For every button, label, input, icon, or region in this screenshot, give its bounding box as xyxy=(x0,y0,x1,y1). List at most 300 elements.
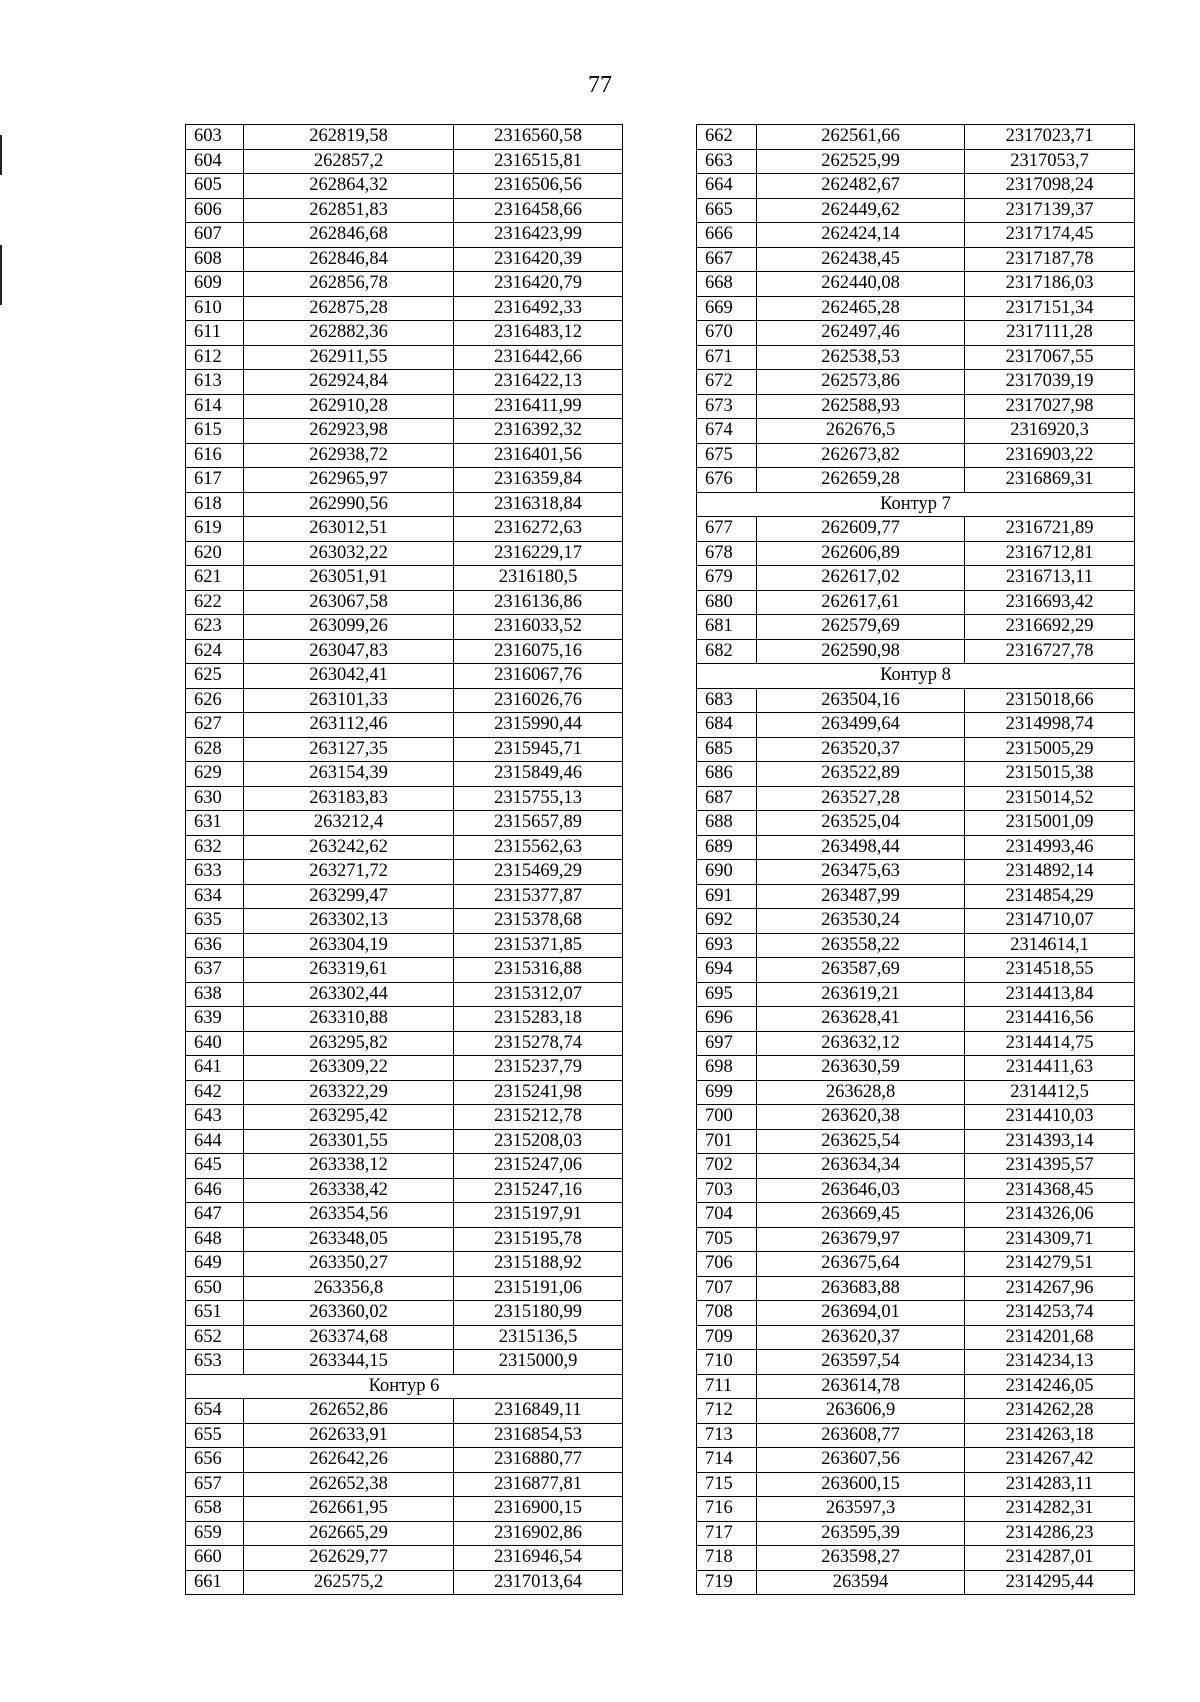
table-row xyxy=(186,149,623,174)
point-number: 640 xyxy=(186,1031,244,1056)
table-row xyxy=(186,1056,623,1081)
y-coordinate: 2314998,74 xyxy=(965,713,1135,738)
y-coordinate: 2314414,75 xyxy=(965,1031,1135,1056)
table-row xyxy=(186,933,623,958)
table-row xyxy=(697,835,1135,860)
table-row xyxy=(186,566,623,591)
y-coordinate: 2317174,45 xyxy=(965,223,1135,248)
contour-label: Контур 8 xyxy=(697,664,1135,689)
x-coordinate: 263675,64 xyxy=(757,1252,965,1277)
table-row xyxy=(186,811,623,836)
table-row xyxy=(186,1570,623,1595)
x-coordinate: 263319,61 xyxy=(244,958,454,983)
table-row xyxy=(186,198,623,223)
y-coordinate: 2317039,19 xyxy=(965,370,1135,395)
table-row xyxy=(186,468,623,493)
point-number: 707 xyxy=(697,1276,757,1301)
y-coordinate: 2316712,81 xyxy=(965,541,1135,566)
x-coordinate: 263628,8 xyxy=(757,1080,965,1105)
point-number: 672 xyxy=(697,370,757,395)
x-coordinate: 263530,24 xyxy=(757,909,965,934)
table-row xyxy=(697,443,1135,468)
table-row xyxy=(697,1129,1135,1154)
table-row xyxy=(697,786,1135,811)
x-coordinate: 263669,45 xyxy=(757,1203,965,1228)
point-number: 685 xyxy=(697,737,757,762)
point-number: 638 xyxy=(186,982,244,1007)
point-number: 613 xyxy=(186,370,244,395)
y-coordinate: 2316272,63 xyxy=(454,517,623,542)
x-coordinate: 262579,69 xyxy=(757,615,965,640)
y-coordinate: 2316420,79 xyxy=(454,272,623,297)
y-coordinate: 2315377,87 xyxy=(454,884,623,909)
x-coordinate: 262857,2 xyxy=(244,149,454,174)
x-coordinate: 263212,4 xyxy=(244,811,454,836)
point-number: 713 xyxy=(697,1423,757,1448)
x-coordinate: 263360,02 xyxy=(244,1301,454,1326)
x-coordinate: 263520,37 xyxy=(757,737,965,762)
y-coordinate: 2315371,85 xyxy=(454,933,623,958)
y-coordinate: 2314393,14 xyxy=(965,1129,1135,1154)
point-number: 621 xyxy=(186,566,244,591)
x-coordinate: 263047,83 xyxy=(244,639,454,664)
y-coordinate: 2316411,99 xyxy=(454,394,623,419)
y-coordinate: 2314279,51 xyxy=(965,1252,1135,1277)
y-coordinate: 2315136,5 xyxy=(454,1325,623,1350)
x-coordinate: 263242,62 xyxy=(244,835,454,860)
x-coordinate: 263032,22 xyxy=(244,541,454,566)
x-coordinate: 263600,15 xyxy=(757,1472,965,1497)
y-coordinate: 2317053,7 xyxy=(965,149,1135,174)
point-number: 678 xyxy=(697,541,757,566)
x-coordinate: 263614,78 xyxy=(757,1374,965,1399)
table-row xyxy=(186,1252,623,1277)
x-coordinate: 262864,32 xyxy=(244,174,454,199)
point-number: 684 xyxy=(697,713,757,738)
x-coordinate: 263558,22 xyxy=(757,933,965,958)
table-row xyxy=(186,296,623,321)
point-number: 629 xyxy=(186,762,244,787)
table-row xyxy=(697,1497,1135,1522)
x-coordinate: 262856,78 xyxy=(244,272,454,297)
y-coordinate: 2316880,77 xyxy=(454,1448,623,1473)
point-number: 679 xyxy=(697,566,757,591)
x-coordinate: 262673,82 xyxy=(757,443,965,468)
y-coordinate: 2316180,5 xyxy=(454,566,623,591)
x-coordinate: 263344,15 xyxy=(244,1350,454,1375)
x-coordinate: 262538,53 xyxy=(757,345,965,370)
point-number: 693 xyxy=(697,933,757,958)
x-coordinate: 263374,68 xyxy=(244,1325,454,1350)
x-coordinate: 263634,34 xyxy=(757,1154,965,1179)
y-coordinate: 2316920,3 xyxy=(965,419,1135,444)
point-number: 711 xyxy=(697,1374,757,1399)
point-number: 656 xyxy=(186,1448,244,1473)
point-number: 650 xyxy=(186,1276,244,1301)
point-number: 662 xyxy=(697,125,757,150)
table-row xyxy=(186,174,623,199)
point-number: 674 xyxy=(697,419,757,444)
table-row xyxy=(697,1178,1135,1203)
table-row xyxy=(186,1350,623,1375)
x-coordinate: 262561,66 xyxy=(757,125,965,150)
point-number: 681 xyxy=(697,615,757,640)
point-number: 699 xyxy=(697,1080,757,1105)
point-number: 607 xyxy=(186,223,244,248)
table-row xyxy=(186,1105,623,1130)
y-coordinate: 2316560,58 xyxy=(454,125,623,150)
y-coordinate: 2314368,45 xyxy=(965,1178,1135,1203)
table-row xyxy=(186,1497,623,1522)
y-coordinate: 2317098,24 xyxy=(965,174,1135,199)
point-number: 646 xyxy=(186,1178,244,1203)
point-number: 630 xyxy=(186,786,244,811)
y-coordinate: 2316401,56 xyxy=(454,443,623,468)
x-coordinate: 263527,28 xyxy=(757,786,965,811)
x-coordinate: 262617,61 xyxy=(757,590,965,615)
table-row xyxy=(186,443,623,468)
x-coordinate: 262851,83 xyxy=(244,198,454,223)
point-number: 691 xyxy=(697,884,757,909)
y-coordinate: 2316869,31 xyxy=(965,468,1135,493)
point-number: 683 xyxy=(697,688,757,713)
point-number: 644 xyxy=(186,1129,244,1154)
y-coordinate: 2315562,63 xyxy=(454,835,623,860)
table-row xyxy=(186,1472,623,1497)
point-number: 604 xyxy=(186,149,244,174)
table-row xyxy=(186,517,623,542)
y-coordinate: 2316727,78 xyxy=(965,639,1135,664)
y-coordinate: 2316721,89 xyxy=(965,517,1135,542)
table-row xyxy=(186,1031,623,1056)
table-row xyxy=(186,982,623,1007)
y-coordinate: 2315247,16 xyxy=(454,1178,623,1203)
point-number: 658 xyxy=(186,1497,244,1522)
x-coordinate: 263299,47 xyxy=(244,884,454,909)
point-number: 639 xyxy=(186,1007,244,1032)
table-row xyxy=(697,1007,1135,1032)
x-coordinate: 262990,56 xyxy=(244,492,454,517)
y-coordinate: 2315018,66 xyxy=(965,688,1135,713)
coordinates-table-right xyxy=(696,124,1135,1595)
table-row xyxy=(186,1546,623,1571)
table-row xyxy=(186,1227,623,1252)
point-number: 632 xyxy=(186,835,244,860)
table-row xyxy=(697,370,1135,395)
y-coordinate: 2315755,13 xyxy=(454,786,623,811)
y-coordinate: 2316318,84 xyxy=(454,492,623,517)
y-coordinate: 2317139,37 xyxy=(965,198,1135,223)
y-coordinate: 2315197,91 xyxy=(454,1203,623,1228)
y-coordinate: 2316026,76 xyxy=(454,688,623,713)
y-coordinate: 2315005,29 xyxy=(965,737,1135,762)
table-row xyxy=(697,1252,1135,1277)
x-coordinate: 262633,91 xyxy=(244,1423,454,1448)
y-coordinate: 2316903,22 xyxy=(965,443,1135,468)
x-coordinate: 263498,44 xyxy=(757,835,965,860)
point-number: 641 xyxy=(186,1056,244,1081)
y-coordinate: 2316713,11 xyxy=(965,566,1135,591)
point-number: 719 xyxy=(697,1570,757,1595)
table-row xyxy=(697,174,1135,199)
point-number: 633 xyxy=(186,860,244,885)
x-coordinate: 263628,41 xyxy=(757,1007,965,1032)
x-coordinate: 263295,82 xyxy=(244,1031,454,1056)
point-number: 660 xyxy=(186,1546,244,1571)
point-number: 611 xyxy=(186,321,244,346)
point-number: 710 xyxy=(697,1350,757,1375)
y-coordinate: 2314282,31 xyxy=(965,1497,1135,1522)
point-number: 698 xyxy=(697,1056,757,1081)
point-number: 690 xyxy=(697,860,757,885)
y-coordinate: 2316067,76 xyxy=(454,664,623,689)
table-row xyxy=(697,762,1135,787)
y-coordinate: 2315237,79 xyxy=(454,1056,623,1081)
point-number: 636 xyxy=(186,933,244,958)
x-coordinate: 263302,44 xyxy=(244,982,454,1007)
point-number: 675 xyxy=(697,443,757,468)
y-coordinate: 2314283,11 xyxy=(965,1472,1135,1497)
point-number: 673 xyxy=(697,394,757,419)
table-row xyxy=(186,958,623,983)
point-number: 622 xyxy=(186,590,244,615)
x-coordinate: 263112,46 xyxy=(244,713,454,738)
x-coordinate: 263646,03 xyxy=(757,1178,965,1203)
point-number: 610 xyxy=(186,296,244,321)
x-coordinate: 262924,84 xyxy=(244,370,454,395)
y-coordinate: 2314246,05 xyxy=(965,1374,1135,1399)
y-coordinate: 2315241,98 xyxy=(454,1080,623,1105)
y-coordinate: 2315945,71 xyxy=(454,737,623,762)
x-coordinate: 263101,33 xyxy=(244,688,454,713)
x-coordinate: 263694,01 xyxy=(757,1301,965,1326)
y-coordinate: 2315990,44 xyxy=(454,713,623,738)
x-coordinate: 263620,38 xyxy=(757,1105,965,1130)
point-number: 643 xyxy=(186,1105,244,1130)
y-coordinate: 2316900,15 xyxy=(454,1497,623,1522)
y-coordinate: 2316902,86 xyxy=(454,1521,623,1546)
point-number: 689 xyxy=(697,835,757,860)
y-coordinate: 2314518,55 xyxy=(965,958,1135,983)
x-coordinate: 262676,5 xyxy=(757,419,965,444)
table-row xyxy=(697,1227,1135,1252)
table-row xyxy=(186,639,623,664)
contour-header-row xyxy=(186,1374,623,1399)
point-number: 702 xyxy=(697,1154,757,1179)
table-row xyxy=(697,1203,1135,1228)
table-row xyxy=(697,296,1135,321)
table-row xyxy=(697,198,1135,223)
x-coordinate: 263051,91 xyxy=(244,566,454,591)
y-coordinate: 2314309,71 xyxy=(965,1227,1135,1252)
x-coordinate: 262965,97 xyxy=(244,468,454,493)
point-number: 615 xyxy=(186,419,244,444)
point-number: 670 xyxy=(697,321,757,346)
y-coordinate: 2314267,96 xyxy=(965,1276,1135,1301)
y-coordinate: 2315316,88 xyxy=(454,958,623,983)
x-coordinate: 262652,38 xyxy=(244,1472,454,1497)
y-coordinate: 2316458,66 xyxy=(454,198,623,223)
y-coordinate: 2316946,54 xyxy=(454,1546,623,1571)
point-number: 700 xyxy=(697,1105,757,1130)
y-coordinate: 2315247,06 xyxy=(454,1154,623,1179)
y-coordinate: 2316877,81 xyxy=(454,1472,623,1497)
point-number: 651 xyxy=(186,1301,244,1326)
x-coordinate: 263042,41 xyxy=(244,664,454,689)
x-coordinate: 262449,62 xyxy=(757,198,965,223)
y-coordinate: 2316693,42 xyxy=(965,590,1135,615)
point-number: 647 xyxy=(186,1203,244,1228)
y-coordinate: 2314287,01 xyxy=(965,1546,1135,1571)
y-coordinate: 2314262,28 xyxy=(965,1399,1135,1424)
table-row xyxy=(186,1423,623,1448)
point-number: 661 xyxy=(186,1570,244,1595)
table-row xyxy=(186,1325,623,1350)
y-coordinate: 2314411,63 xyxy=(965,1056,1135,1081)
y-coordinate: 2316422,13 xyxy=(454,370,623,395)
x-coordinate: 263309,22 xyxy=(244,1056,454,1081)
table-row xyxy=(697,909,1135,934)
table-row xyxy=(186,835,623,860)
y-coordinate: 2317186,03 xyxy=(965,272,1135,297)
point-number: 653 xyxy=(186,1350,244,1375)
x-coordinate: 263350,27 xyxy=(244,1252,454,1277)
x-coordinate: 262875,28 xyxy=(244,296,454,321)
page-number: 77 xyxy=(588,72,612,98)
table-row xyxy=(697,590,1135,615)
table-row xyxy=(697,223,1135,248)
x-coordinate: 262438,45 xyxy=(757,247,965,272)
point-number: 649 xyxy=(186,1252,244,1277)
table-row xyxy=(697,1105,1135,1130)
y-coordinate: 2316229,17 xyxy=(454,541,623,566)
table-row xyxy=(697,933,1135,958)
point-number: 676 xyxy=(697,468,757,493)
x-coordinate: 262424,14 xyxy=(757,223,965,248)
x-coordinate: 263606,9 xyxy=(757,1399,965,1424)
x-coordinate: 262573,86 xyxy=(757,370,965,395)
y-coordinate: 2317151,34 xyxy=(965,296,1135,321)
table-row xyxy=(697,1399,1135,1424)
point-number: 686 xyxy=(697,762,757,787)
x-coordinate: 263683,88 xyxy=(757,1276,965,1301)
table-row xyxy=(697,737,1135,762)
table-row xyxy=(186,1129,623,1154)
point-number: 612 xyxy=(186,345,244,370)
table-row xyxy=(697,1521,1135,1546)
table-row xyxy=(697,566,1135,591)
x-coordinate: 262465,28 xyxy=(757,296,965,321)
y-coordinate: 2316359,84 xyxy=(454,468,623,493)
y-coordinate: 2315188,92 xyxy=(454,1252,623,1277)
point-number: 718 xyxy=(697,1546,757,1571)
table-row xyxy=(186,1399,623,1424)
x-coordinate: 262642,26 xyxy=(244,1448,454,1473)
x-coordinate: 262665,29 xyxy=(244,1521,454,1546)
x-coordinate: 263348,05 xyxy=(244,1227,454,1252)
y-coordinate: 2316075,16 xyxy=(454,639,623,664)
x-coordinate: 263271,72 xyxy=(244,860,454,885)
x-coordinate: 262588,93 xyxy=(757,394,965,419)
x-coordinate: 262659,28 xyxy=(757,468,965,493)
x-coordinate: 262609,77 xyxy=(757,517,965,542)
y-coordinate: 2316442,66 xyxy=(454,345,623,370)
y-coordinate: 2315014,52 xyxy=(965,786,1135,811)
x-coordinate: 263587,69 xyxy=(757,958,965,983)
point-number: 623 xyxy=(186,615,244,640)
y-coordinate: 2314295,44 xyxy=(965,1570,1135,1595)
point-number: 606 xyxy=(186,198,244,223)
x-coordinate: 263499,64 xyxy=(757,713,965,738)
x-coordinate: 262819,58 xyxy=(244,125,454,150)
table-row xyxy=(186,1154,623,1179)
y-coordinate: 2316506,56 xyxy=(454,174,623,199)
y-coordinate: 2316392,32 xyxy=(454,419,623,444)
table-row xyxy=(697,958,1135,983)
y-coordinate: 2314892,14 xyxy=(965,860,1135,885)
point-number: 626 xyxy=(186,688,244,713)
point-number: 666 xyxy=(697,223,757,248)
table-row xyxy=(697,321,1135,346)
x-coordinate: 262575,2 xyxy=(244,1570,454,1595)
table-row xyxy=(186,272,623,297)
point-number: 669 xyxy=(697,296,757,321)
point-number: 625 xyxy=(186,664,244,689)
y-coordinate: 2315469,29 xyxy=(454,860,623,885)
point-number: 704 xyxy=(697,1203,757,1228)
x-coordinate: 263679,97 xyxy=(757,1227,965,1252)
x-coordinate: 263295,42 xyxy=(244,1105,454,1130)
table-row xyxy=(186,762,623,787)
x-coordinate: 263487,99 xyxy=(757,884,965,909)
point-number: 659 xyxy=(186,1521,244,1546)
y-coordinate: 2314410,03 xyxy=(965,1105,1135,1130)
y-coordinate: 2316849,11 xyxy=(454,1399,623,1424)
point-number: 701 xyxy=(697,1129,757,1154)
y-coordinate: 2316483,12 xyxy=(454,321,623,346)
scan-edge-mark xyxy=(0,135,2,175)
x-coordinate: 263354,56 xyxy=(244,1203,454,1228)
table-row xyxy=(697,419,1135,444)
point-number: 687 xyxy=(697,786,757,811)
y-coordinate: 2315208,03 xyxy=(454,1129,623,1154)
table-row xyxy=(186,345,623,370)
x-coordinate: 263630,59 xyxy=(757,1056,965,1081)
y-coordinate: 2314413,84 xyxy=(965,982,1135,1007)
x-coordinate: 263522,89 xyxy=(757,762,965,787)
table-row xyxy=(186,713,623,738)
x-coordinate: 263619,21 xyxy=(757,982,965,1007)
point-number: 655 xyxy=(186,1423,244,1448)
x-coordinate: 262911,55 xyxy=(244,345,454,370)
table-row xyxy=(697,1472,1135,1497)
y-coordinate: 2314326,06 xyxy=(965,1203,1135,1228)
x-coordinate: 263322,29 xyxy=(244,1080,454,1105)
table-row xyxy=(697,615,1135,640)
point-number: 694 xyxy=(697,958,757,983)
x-coordinate: 263525,04 xyxy=(757,811,965,836)
y-coordinate: 2314854,29 xyxy=(965,884,1135,909)
table-row xyxy=(697,1276,1135,1301)
x-coordinate: 262617,02 xyxy=(757,566,965,591)
table-row xyxy=(697,1423,1135,1448)
table-row xyxy=(697,125,1135,150)
y-coordinate: 2315657,89 xyxy=(454,811,623,836)
table-row xyxy=(186,615,623,640)
point-number: 652 xyxy=(186,1325,244,1350)
contour-header-row xyxy=(697,492,1135,517)
point-number: 642 xyxy=(186,1080,244,1105)
